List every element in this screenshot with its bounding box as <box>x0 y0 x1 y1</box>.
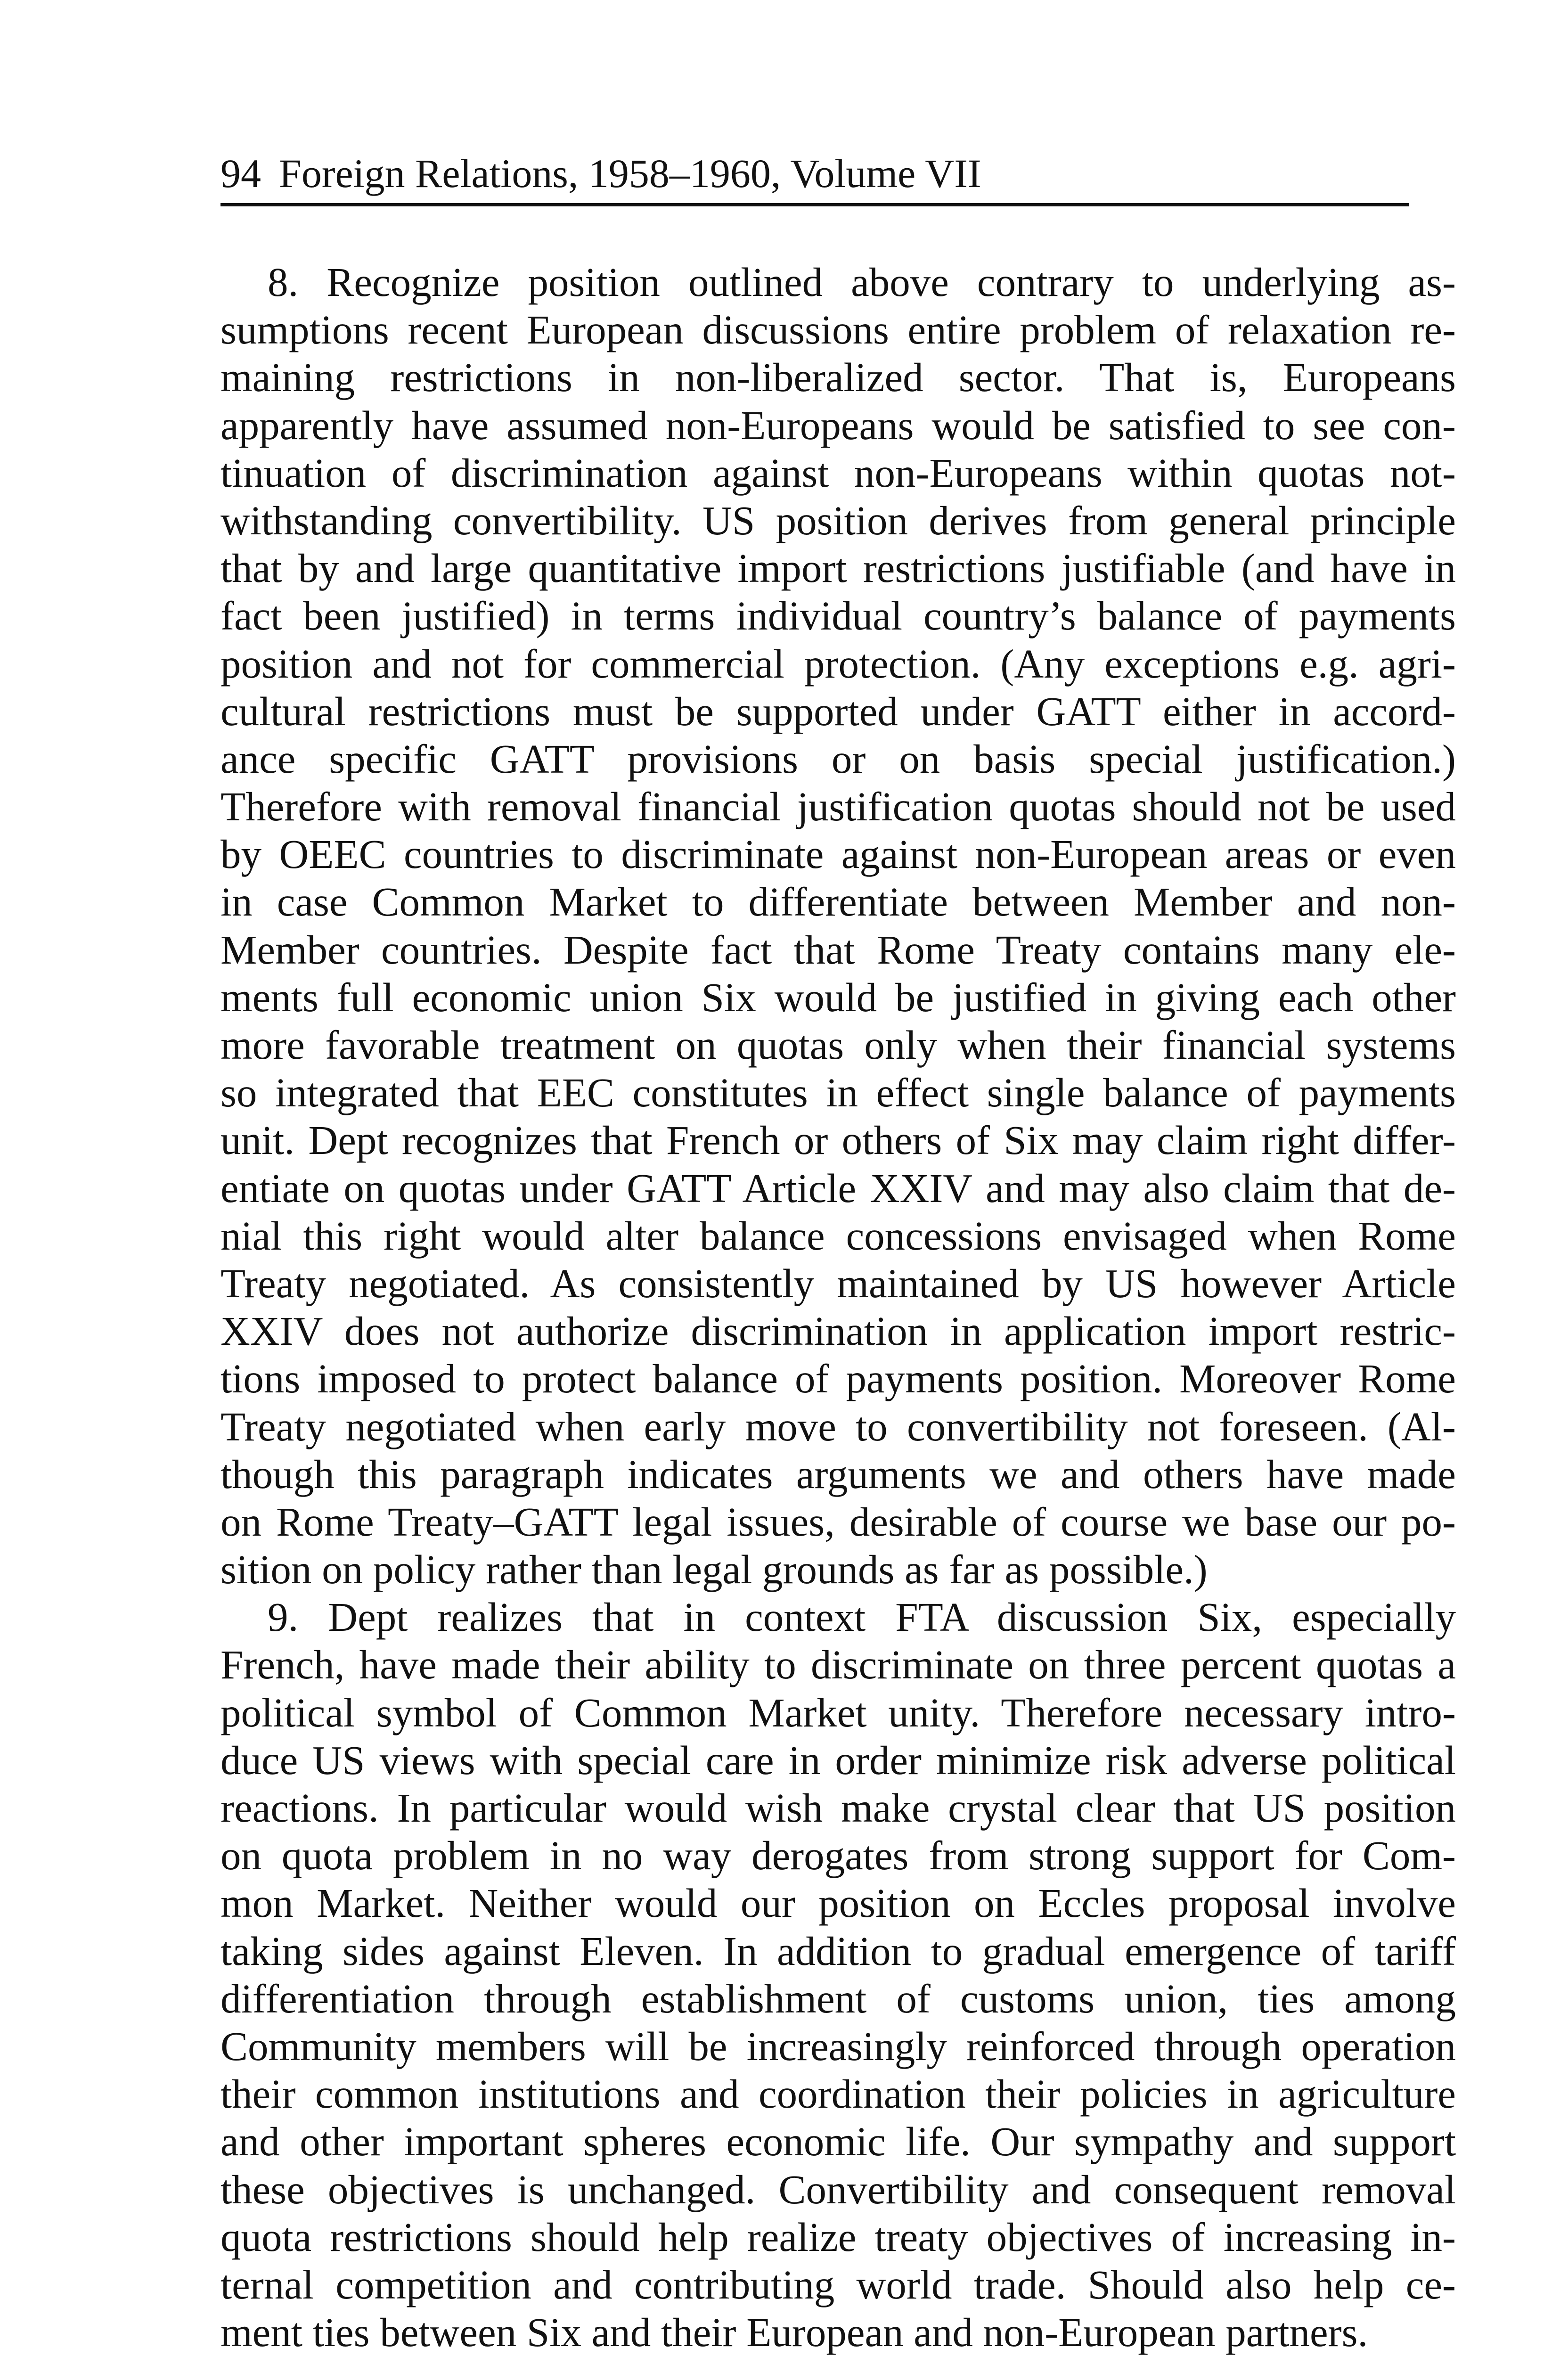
text-line: Treaty negotiated. As consistently maintained by US however Article <box>220 1260 1456 1306</box>
text-line: withstanding convertibility. US position derives from general principle <box>220 497 1456 543</box>
text-line: maining restrictions in non-liberalized sector. That is, Europeans <box>220 354 1456 401</box>
text-line: apparently have assumed non-Europeans would be satisfied to see con- <box>220 402 1456 448</box>
paragraph-8 <box>220 258 1456 1593</box>
paragraph-9 <box>220 1593 1456 2356</box>
text-line: that by and large quantitative import restrictions justifiable (and have in <box>220 545 1456 591</box>
text-line: though this paragraph indicates arguments we and others have made <box>220 1451 1456 1497</box>
text-line: cultural restrictions must be supported under GATT either in accord- <box>220 688 1456 734</box>
text-line: entiate on quotas under GATT Article XXIV and may also claim that de- <box>220 1165 1456 1211</box>
text-line: ments full economic union Six would be justified in giving each other <box>220 974 1456 1020</box>
text-line: duce US views with special care in order minimize risk adverse political <box>220 1737 1456 1783</box>
text-line: position and not for commercial protection. (Any exceptions e.g. agri- <box>220 640 1456 687</box>
text-line: 9. Dept realizes that in context FTA discussion Six, especially <box>268 1594 1456 1640</box>
text-line: sumptions recent European discussions entire problem of relaxation re- <box>220 307 1456 353</box>
text-line: more favorable treatment on quotas only when their financial systems <box>220 1022 1456 1068</box>
text-line: political symbol of Common Market unity. Therefore necessary intro- <box>220 1689 1456 1735</box>
text-line: Member countries. Despite fact that Rome Treaty contains many ele- <box>220 926 1456 973</box>
text-line: fact been justified) in terms individual country’s balance of payments <box>220 593 1456 639</box>
text-line: 8. Recognize position outlined above contrary to underlying as- <box>268 259 1456 305</box>
running-head <box>220 150 1409 206</box>
text-line: and other important spheres economic life. Our sympathy and support <box>220 2119 1456 2165</box>
text-line: so integrated that EEC constitutes in effect single balance of payments <box>220 1070 1456 1116</box>
text-line: ternal competition and contributing world trade. Should also help ce- <box>220 2261 1456 2307</box>
text-line: mon Market. Neither would our position on Eccles proposal involve <box>220 1880 1456 1926</box>
text-line: by OEEC countries to discriminate against non-European areas or even <box>220 831 1456 877</box>
text-line: tinuation of discrimination against non-Europeans within quotas not- <box>220 450 1456 496</box>
text-line: ment ties between Six and their European and non-European partners. <box>220 2309 1368 2356</box>
text-line: Treaty negotiated when early move to convertibility not foreseen. (Al- <box>220 1403 1456 1449</box>
text-line: in case Common Market to differentiate between Member and non- <box>220 879 1456 925</box>
body-text <box>220 258 1456 2356</box>
text-line: Therefore with removal financial justification quotas should not be used <box>220 784 1456 830</box>
text-line: reactions. In particular would wish make crystal clear that US position <box>220 1785 1456 1831</box>
text-line: tions imposed to protect balance of payments position. Moreover Rome <box>220 1356 1456 1402</box>
text-line: on Rome Treaty–GATT legal issues, desirable of course we base our po- <box>220 1498 1456 1545</box>
text-line: unit. Dept recognizes that French or others of Six may claim right differ- <box>220 1117 1456 1163</box>
text-line: ance specific GATT provisions or on basis special justification.) <box>220 736 1456 782</box>
text-line: differentiation through establishment of customs union, ties among <box>220 1975 1456 2021</box>
running-title: Foreign Relations, 1958–1960, Volume VII <box>279 151 981 196</box>
text-line: on quota problem in no way derogates from strong support for Com- <box>220 1832 1456 1879</box>
text-line: nial this right would alter balance concessions envisaged when Rome <box>220 1212 1456 1259</box>
text-line: these objectives is unchanged. Convertibility and consequent removal <box>220 2166 1456 2212</box>
text-line: French, have made their ability to discriminate on three percent quotas a <box>220 1642 1456 1688</box>
text-line: sition on policy rather than legal grounds as far as possible.) <box>220 1546 1208 1593</box>
text-line: quota restrictions should help realize treaty objectives of increasing in- <box>220 2214 1456 2260</box>
text-line: Community members will be increasingly reinforced through operation <box>220 2023 1456 2069</box>
page-number: 94 <box>220 151 261 196</box>
text-line: XXIV does not authorize discrimination in application import restric- <box>220 1308 1456 1354</box>
text-line: taking sides against Eleven. In addition to gradual emergence of tariff <box>220 1928 1456 1974</box>
text-line: their common institutions and coordination their policies in agriculture <box>220 2071 1456 2117</box>
